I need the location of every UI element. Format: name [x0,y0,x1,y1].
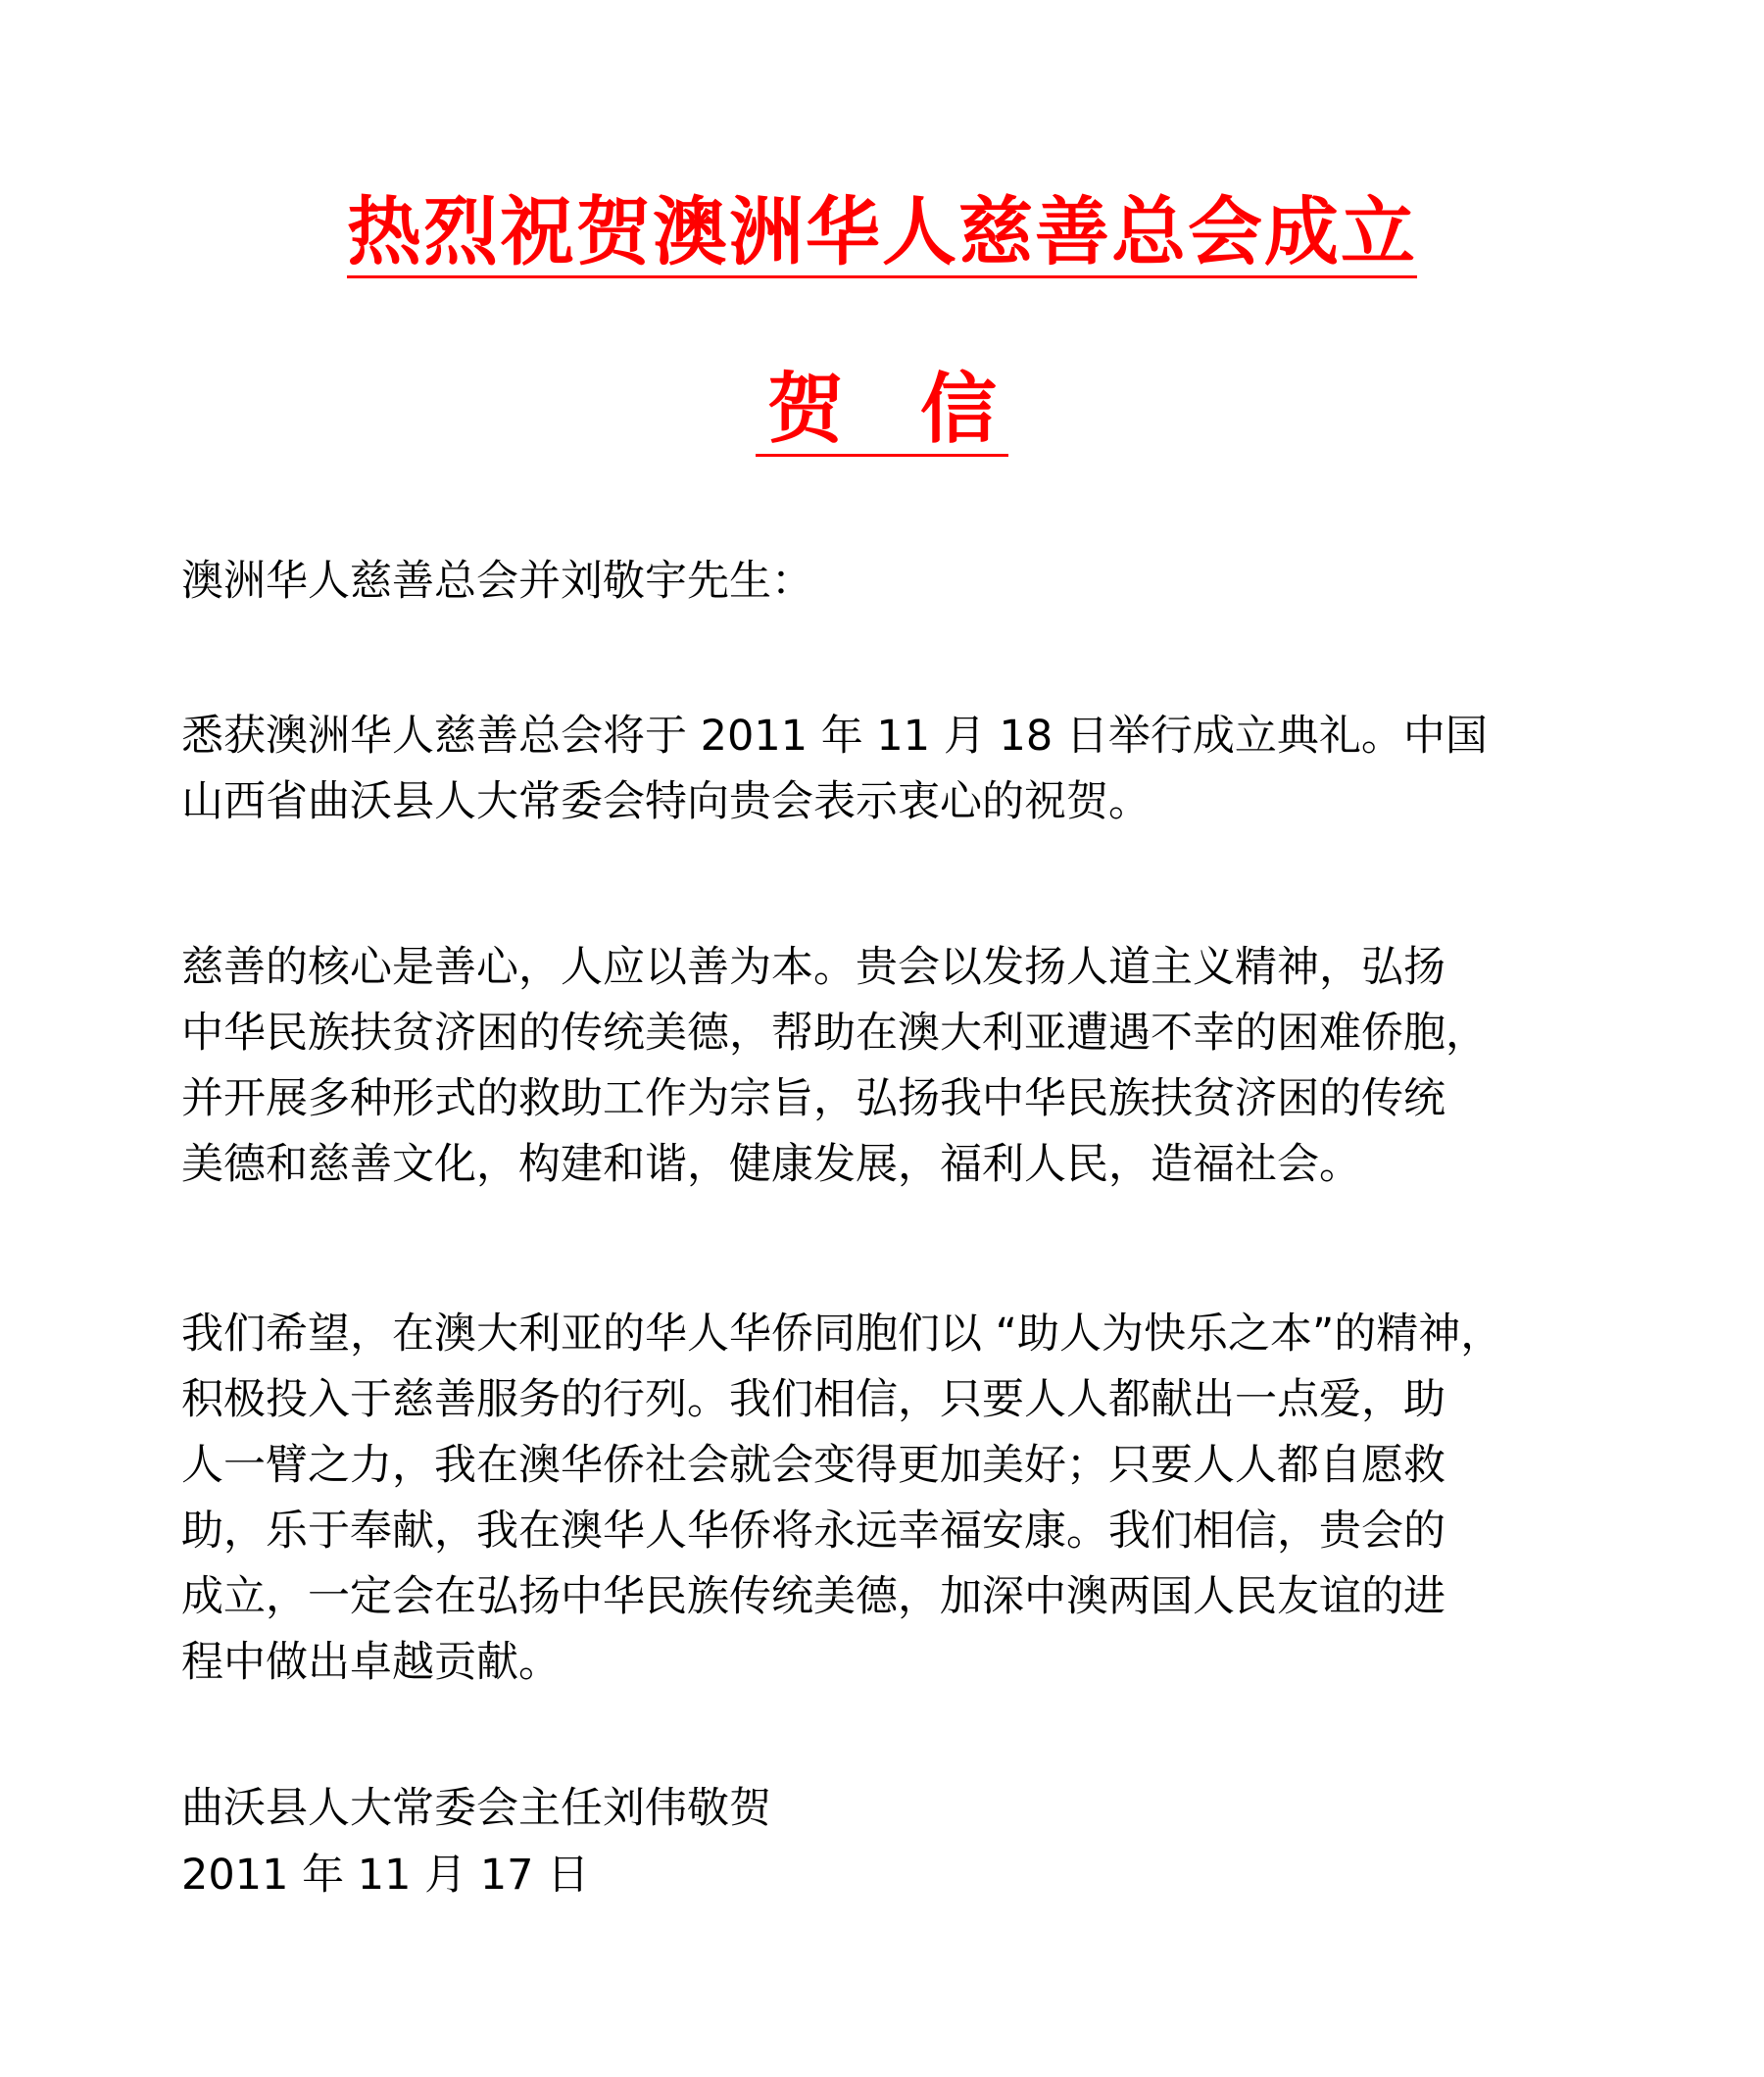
paragraph-line: 成立，一定会在弘扬中华民族传统美德，加深中澳两国人民友谊的进 [181,1572,1446,1621]
paragraph-line: 助，乐于奉献，我在澳华人华侨将永远幸福安康。我们相信，贵会的 [181,1507,1446,1556]
signature-line: 曲沃县人大常委会主任刘伟敬贺 [181,1784,771,1833]
paragraph-line: 山西省曲沃县人大常委会特向贵会表示衷心的祝贺。 [181,777,1151,826]
letter-heading [0,365,1764,457]
paragraph-line: 美德和慈善文化，构建和谐，健康发展，福利人民，造福社会。 [181,1140,1361,1189]
page-title-text: 热烈祝贺澳洲华人慈善总会成立 [347,195,1417,278]
letter-heading-text: 贺 信 [756,371,1008,457]
paragraph-line: 程中做出卓越贡献。 [181,1638,561,1687]
paragraph-line: 人一臂之力，我在澳华侨社会就会变得更加美好；只要人人都自愿救 [181,1441,1446,1490]
letter-date: 2011 年 11 月 17 日 [181,1851,590,1900]
paragraph-announcement [181,704,1612,835]
paragraph-mission [181,935,1612,1198]
paragraph-line: 积极投入于慈善服务的行列。我们相信，只要人人都献出一点爱，助 [181,1375,1446,1424]
paragraph-line: 悉获澳洲华人慈善总会将于 2011 年 11 月 18 日举行成立典礼。中国 [181,712,1488,761]
paragraph-wishes [181,1302,1612,1696]
paragraph-line: 慈善的核心是善心，人应以善为本。贵会以发扬人道主义精神，弘扬 [181,943,1446,992]
salutation: 澳洲华人慈善总会并刘敬宇先生： [181,557,813,606]
paragraph-line: 中华民族扶贫济困的传统美德，帮助在澳大利亚遭遇不幸的困难侨胞， [181,1009,1488,1058]
paragraph-line: 并开展多种形式的救助工作为宗旨，弘扬我中华民族扶贫济困的传统 [181,1074,1446,1123]
page-title [0,188,1764,278]
paragraph-line: 我们希望，在澳大利亚的华人华侨同胞们以 “助人为快乐之本”的精神， [181,1310,1503,1359]
